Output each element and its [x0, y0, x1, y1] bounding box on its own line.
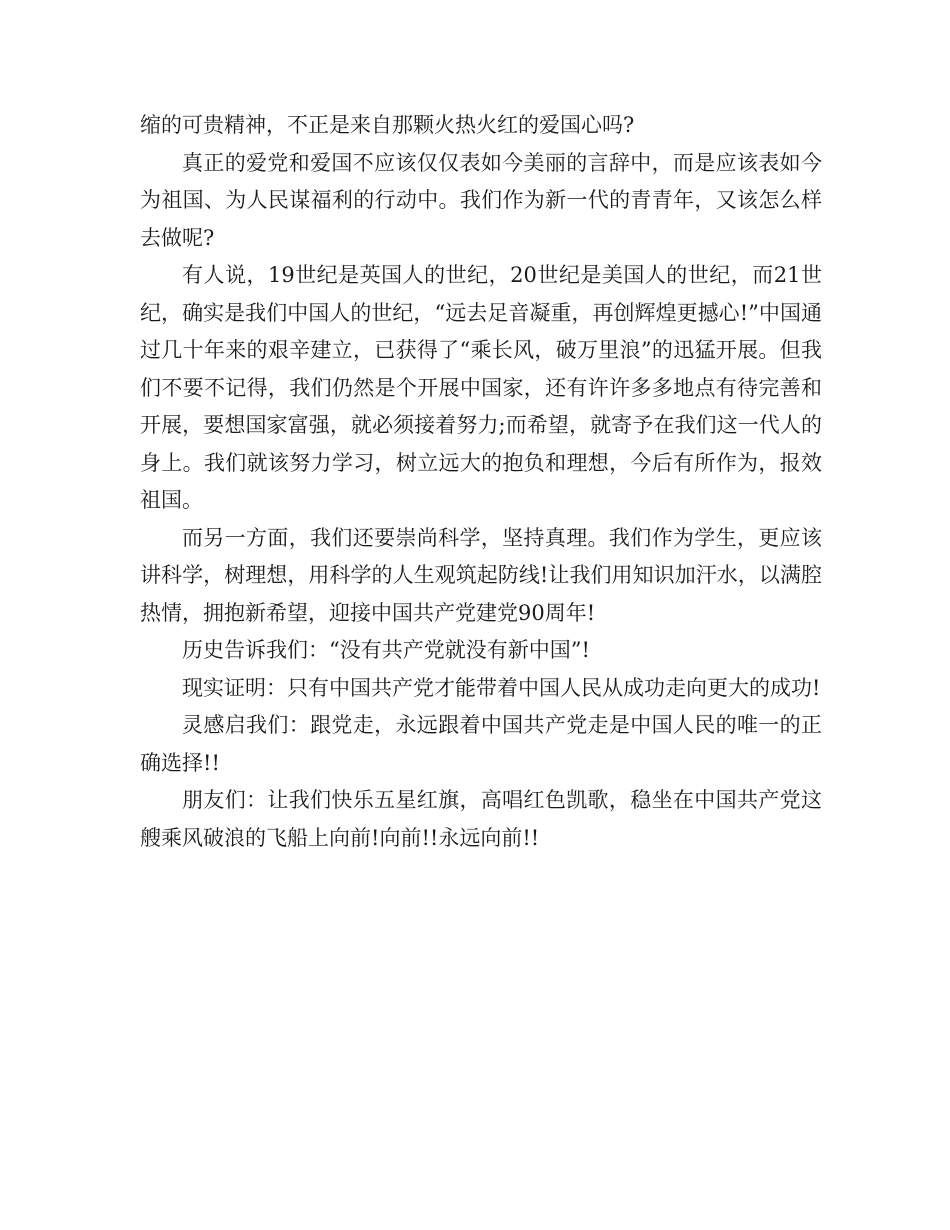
document-body — [140, 107, 822, 857]
paragraph-reality: 现实证明：只有中国共产党才能带着中国人民从成功走向更大的成功! — [182, 675, 821, 700]
paragraph-history: 历史告诉我们：“没有共产党就没有新中国”! — [182, 638, 590, 662]
paragraph-continuation: 缩的可贵精神，不正是来自那颗火热火红的爱国心吗? — [140, 113, 635, 137]
paragraph-science-truth: 而另一方面，我们还要崇尚科学，坚持真理。我们作为学生，更应该讲科学，树理想，用科学的人生观筑起防线!让我们用知识加汗水，以满腔热情，拥抱新希望，迎接中国共产党建党90周年! — [140, 525, 822, 625]
paragraph-friends: 朋友们：让我们快乐五星红旗，高唱红色凯歌，稳坐在中国共产党这艘乘风破浪的飞船上向前!向前!!永远向前!! — [140, 788, 822, 850]
paragraph-inspiration: 灵感启我们：跟党走，永远跟着中国共产党走是中国人民的唯一的正确选择!! — [140, 713, 822, 775]
paragraph-21st-century: 有人说，19世纪是英国人的世纪，20世纪是美国人的世纪，而21世纪，确实是我们中国人的世纪，“远去足音凝重，再创辉煌更撼心!”中国通过几十年来的艰辛建立，已获得了“乘长风，破万里浪”的迅猛开展。但我们不要不记得，我们仍然是个开展中国家，还有许许多多地点有待完善和开展，要想国家富强，就必须接着努力;而希望，就寄予在我们这一代人的身上。我们就该努力学习，树立远大的抱负和理想，今后有所作为，报效祖国。 — [140, 263, 822, 512]
paragraph-true-patriotism: 真正的爱党和爱国不应该仅仅表如今美丽的言辞中，而是应该表如今为祖国、为人民谋福利的行动中。我们作为新一代的青青年，又该怎么样去做呢? — [140, 150, 822, 250]
